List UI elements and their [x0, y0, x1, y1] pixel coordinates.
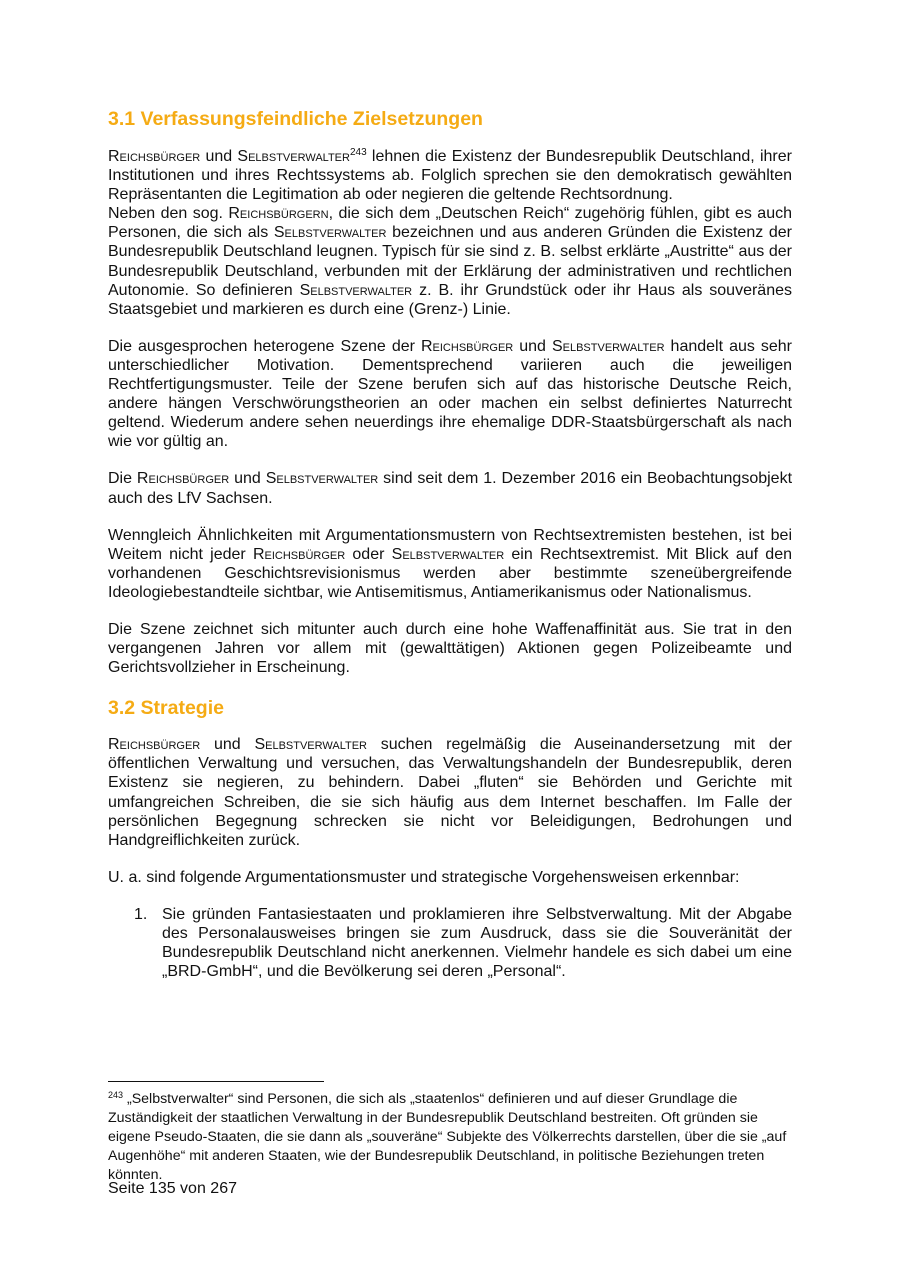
text-run: Wenngleich Ähnlichkeiten mit Argumentationsmustern von Rechtsextremisten bestehen, ist bei Weitem nicht jeder	[108, 526, 792, 563]
footnote-243	[108, 1090, 792, 1185]
term-selbstverwalter: Selbstverwalter	[299, 281, 413, 299]
text-run: handelt aus sehr unterschiedlicher Motivation. Dementsprechend variieren auch die jeweiligen Rechtfertigungsmuster. Teile der Szene berufen sich auf das historische Deutsche Reich, andere hängen Verschwörungstheorien an oder machen ein selbst definiertes Naturrecht geltend. Wiederum andere sehen neuerdings ihre ehemalige DDR-Staatsbürgerschaft als nach wie vor gültig an.	[108, 337, 793, 451]
page-content	[108, 106, 792, 981]
text-run: suchen regelmäßig die Auseinandersetzung mit der öffentlichen Verwaltung und versuchen, das Verwaltungshandeln der Bundesrepublik, deren Existenz sie negieren, zu behindern. Dabei „fluten“ sie Behörden und Gerichte mit umfangreichen Schreiben, die sie sich häufig aus dem Internet beschaffen. Im Falle der persönlichen Begegnung schrecken sie nicht vor Beleidigungen, Bedrohungen und Handgreiflichkeiten zurück.	[108, 736, 792, 849]
text-run: Die ausgesprochen heterogene Szene der	[108, 337, 421, 355]
paragraph-rechtsextremismus	[108, 526, 792, 602]
term-reichsbuerger: Reichsbürger	[108, 148, 201, 165]
text-run: und	[229, 470, 266, 488]
footnote-text: „Selbstverwalter“ sind Personen, die sich als „staatenlos“ definieren und auf dieser Grundlage die Zuständigkeit der staatlichen Verwaltung in der Bundesrepublik Deutschland bestreiten. Oft gründen sie eigene Pseudo-Staaten, die sie dann als „souveräne“ Subjekte des Völkerrechts darstellen, über die sie „auf Augenhöhe“ mit anderen Staaten, wie der Bundesrepublik Deutschland, in politische Beziehungen treten könnten.	[108, 1091, 787, 1183]
term-selbstverwalter: Selbstverwalter	[254, 736, 368, 754]
text-run: und	[200, 736, 255, 754]
text-run: oder	[345, 545, 392, 563]
term-selbstverwalter: Selbstverwalter	[273, 224, 387, 242]
paragraph-strategie	[108, 735, 792, 850]
footnote-reference[interactable]: 243	[349, 147, 367, 158]
paragraph-waffenaffinitaet: Die Szene zeichnet sich mitunter auch durch eine hohe Waffenaffinität aus. Sie trat in den vergangenen Jahren vor allem mit (gewalttätigen) Aktionen gegen Polizeibeamte und Gerichtsvollzieher in Erscheinung.	[108, 620, 792, 677]
text-run: z. B. ihr Grundstück oder ihr Haus als souveränes Staatsgebiet und markieren es durch eine (Grenz-) Linie.	[108, 281, 792, 318]
term-reichsbuerger: Reichsbürger	[252, 545, 346, 563]
paragraph-intro	[108, 147, 792, 204]
text-run: Neben den sog.	[108, 205, 229, 223]
text-run: und	[513, 337, 552, 355]
term-selbstverwalter: Selbstverwalter	[265, 470, 379, 488]
text-run: , die sich dem „Deutschen Reich“ zugehörig fühlen, gibt es auch Personen, die sich als	[108, 205, 792, 242]
page-number: Seite 135 von 267	[108, 1180, 237, 1197]
text-run: ein Rechtsextremist. Mit Blick auf den vorhandenen Geschichtsrevisionismus werden aber bestimmte szeneübergreifende Ideologiebestandteile sichtbar, wie Antisemitismus, Antiamerikanismus oder Nationalismus.	[108, 545, 792, 601]
term-reichsbuergern: Reichsbürgern	[228, 205, 329, 223]
text-run: lehnen die Existenz der Bundesrepublik Deutschland, ihrer Institutionen und ihres Rechtssystems ab. Folglich sprechen sie den demokratisch gewählten Repräsentanten die Legitimation ab oder negieren die geltende Rechtsordnung.	[108, 148, 792, 204]
paragraph-beobachtungsobjekt	[108, 469, 792, 507]
footnote-number: 243	[108, 1090, 124, 1100]
text-run: Die	[108, 470, 137, 488]
footnote-separator	[108, 1081, 324, 1082]
text-run: sind seit dem 1. Dezember 2016 ein Beobachtungsobjekt auch des LfV Sachsen.	[108, 470, 793, 507]
paragraph-argumentationsmuster: U. a. sind folgende Argumentationsmuster und strategische Vorgehensweisen erkennbar:	[108, 868, 740, 886]
term-reichsbuerger: Reichsbürger	[136, 470, 230, 488]
text-run: und	[200, 148, 238, 165]
list-item-number: 1.	[134, 905, 148, 923]
numbered-list	[108, 905, 792, 981]
term-reichsbuerger: Reichsbürger	[108, 736, 201, 754]
paragraph-heterogene-szene	[108, 337, 792, 452]
term-selbstverwalter: Selbstverwalter	[237, 148, 350, 165]
section-heading-3-1: 3.1 Verfassungsfeindliche Zielsetzungen	[108, 108, 483, 130]
term-selbstverwalter: Selbstverwalter	[391, 545, 505, 563]
term-reichsbuerger: Reichsbürger	[420, 337, 514, 355]
term-selbstverwalter: Selbstverwalter	[551, 337, 665, 355]
list-item-text: Sie gründen Fantasiestaaten und proklamieren ihre Selbstverwaltung. Mit der Abgabe des Personalausweises bringen sie zum Ausdruck, dass sie die Souveränität der Bundesrepublik Deutschland nicht anerkennen. Vielmehr handele es sich dabei um eine „BRD-GmbH“, und die Bevölkerung sei deren „Personal“.	[162, 905, 792, 981]
paragraph-selbstverwalter-definition	[108, 204, 792, 319]
list-item	[108, 905, 792, 981]
section-heading-3-2: 3.2 Strategie	[108, 697, 224, 720]
text-run: bezeichnen und aus anderen Gründen die Existenz der Bundesrepublik Deutschland leugnen. Typisch für sie sind z. B. selbst erklärte „Austritte“ aus der Bundesrepublik Deutschland, verbunden mit der Erklärung der administrativen und rechtlichen Autonomie. So definieren	[108, 224, 792, 299]
